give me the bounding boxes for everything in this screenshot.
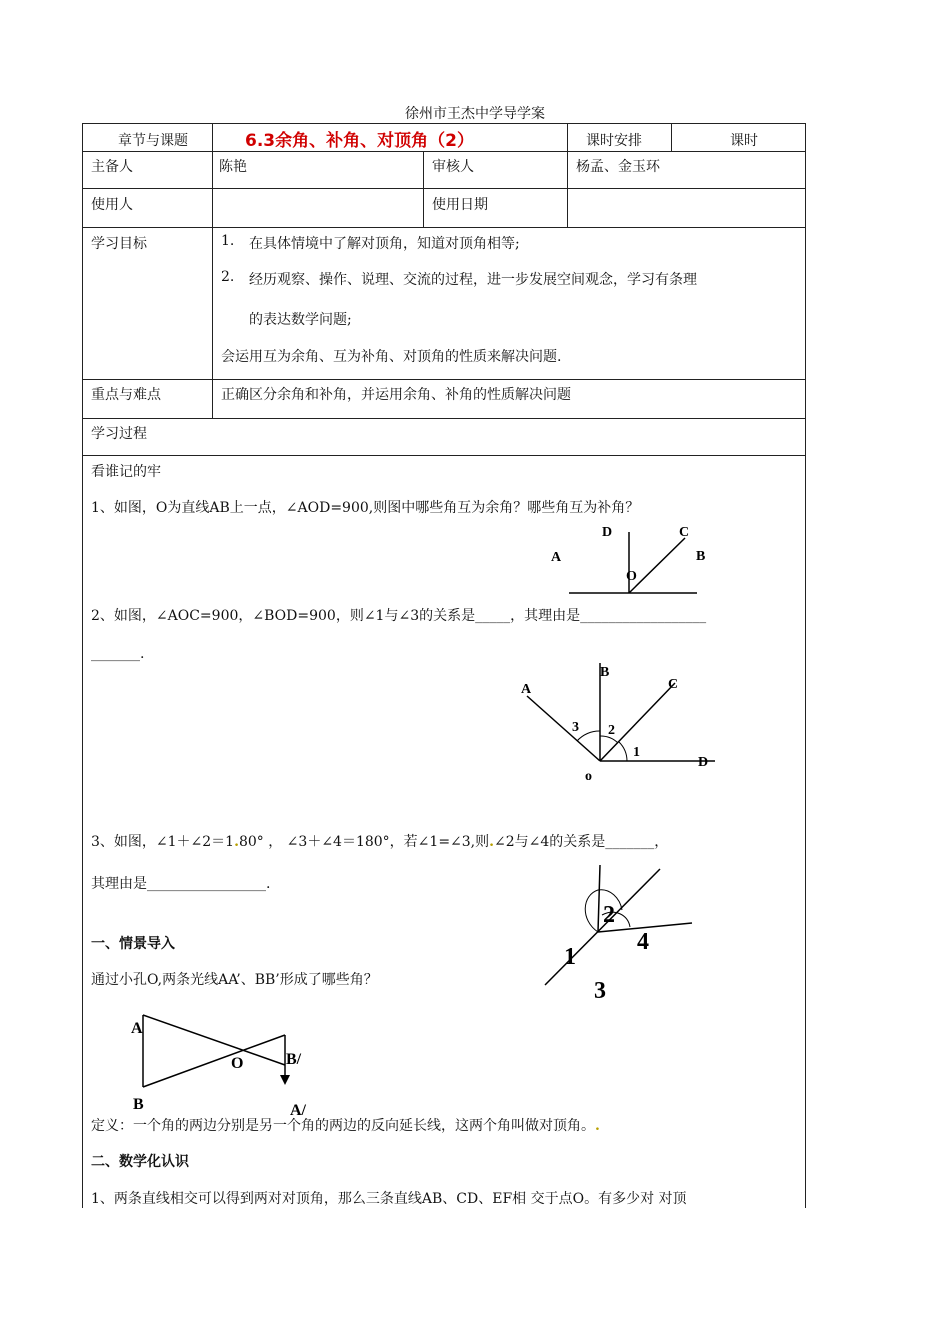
preparer-value: 陈艳 xyxy=(219,159,247,175)
fig1-label-o: O xyxy=(626,569,637,584)
goal-1-number: 1. xyxy=(221,233,235,249)
chapter-label: 章节与课题 xyxy=(118,133,188,149)
reviewer-label: 审核人 xyxy=(432,159,474,175)
question-2: 2、如图，∠AOC=900，∠BOD=900，则∠1与∠3的关系是_____，其理由是__________________ xyxy=(91,608,707,624)
schedule-label: 课时安排 xyxy=(586,133,642,149)
fig2-label-3: 3 xyxy=(572,720,579,735)
fig1-label-d: D xyxy=(602,525,613,540)
process-label: 学习过程 xyxy=(91,426,147,442)
figure-1-diagram xyxy=(540,520,710,600)
fig1-label-b: B xyxy=(696,549,706,564)
date-label: 使用日期 xyxy=(432,197,488,213)
school-title: 徐州市王杰中学导学案 xyxy=(405,106,545,122)
section-1-heading: 一、情景导入 xyxy=(91,936,175,952)
goals-label: 学习目标 xyxy=(91,236,147,252)
fig4-label-a: A xyxy=(131,1020,143,1037)
fig4-label-o: O xyxy=(231,1055,244,1072)
figure-3-diagram xyxy=(530,860,710,1005)
focus-value: 正确区分余角和补角，并运用余角、补角的性质解决问题 xyxy=(221,387,571,403)
figure-4-diagram xyxy=(125,1005,315,1125)
question-3-cont: 其理由是_________________. xyxy=(91,876,271,892)
fig4-label-a-prime: A/ xyxy=(290,1102,306,1119)
fig2-label-2: 2 xyxy=(608,723,615,738)
fig3-label-3: 3 xyxy=(594,978,606,1004)
fig2-label-c: C xyxy=(668,677,679,692)
fig4-label-b: B xyxy=(133,1096,144,1113)
section-1-question: 通过小孔O,两条光线AA’、BB’形成了哪些角？ xyxy=(91,972,378,988)
fig3-label-4: 4 xyxy=(637,929,649,955)
goal-2-text-cont: 的表达数学问题; xyxy=(249,312,352,328)
fig2-label-b: B xyxy=(600,665,610,680)
fig2-label-d: D xyxy=(698,755,709,770)
reviewer-value: 杨孟、金玉环 xyxy=(576,159,660,175)
fig1-label-c: C xyxy=(679,525,690,540)
goal-2-number: 2. xyxy=(221,269,235,285)
question-1: 1、如图，O为直线AB上一点，∠AOD=900,则图中哪些角互为余角？哪些角互为补角？ xyxy=(91,500,640,516)
lesson-title: 6.3余角、补角、对顶角（2） xyxy=(245,131,474,151)
figure-2-diagram xyxy=(515,658,730,788)
question-3: 3、如图，∠1＋∠2＝1.80° ， ∠3＋∠4＝180°，若∠1=∠3,则.∠2与∠4的关系是_______， xyxy=(91,834,669,850)
schedule-value: 课时 xyxy=(730,133,758,149)
fig1-label-a: A xyxy=(551,550,562,565)
fig2-label-1: 1 xyxy=(633,745,640,760)
preparer-label: 主备人 xyxy=(91,159,133,175)
goal-1-text: 在具体情境中了解对顶角，知道对顶角相等; xyxy=(249,236,520,252)
focus-label: 重点与难点 xyxy=(91,387,161,403)
goal-3-text: 会运用互为余角、互为补角、对顶角的性质来解决问题. xyxy=(221,349,562,365)
fig2-label-o: o xyxy=(585,769,592,784)
definition: 定义：一个角的两边分别是另一个角的两边的反向延长线，这两个角叫做对顶角。. xyxy=(91,1118,600,1134)
review-heading: 看谁记的牢 xyxy=(91,464,161,480)
section-2-question: 1、两条直线相交可以得到两对对顶角，那么三条直线AB、CD、EF相 交于点O。有多少对 对顶 xyxy=(91,1191,687,1207)
user-label: 使用人 xyxy=(91,197,133,213)
section-2-heading: 二、数学化认识 xyxy=(91,1154,189,1170)
fig3-label-2: 2 xyxy=(603,902,615,928)
fig2-label-a: A xyxy=(521,682,532,697)
goal-2-text: 经历观察、操作、说理、交流的过程，进一步发展空间观念，学习有条理 xyxy=(249,272,697,288)
fig3-label-1: 1 xyxy=(564,944,576,970)
question-2-cont: _______. xyxy=(91,646,145,662)
fig4-label-b-prime: B/ xyxy=(286,1051,302,1068)
